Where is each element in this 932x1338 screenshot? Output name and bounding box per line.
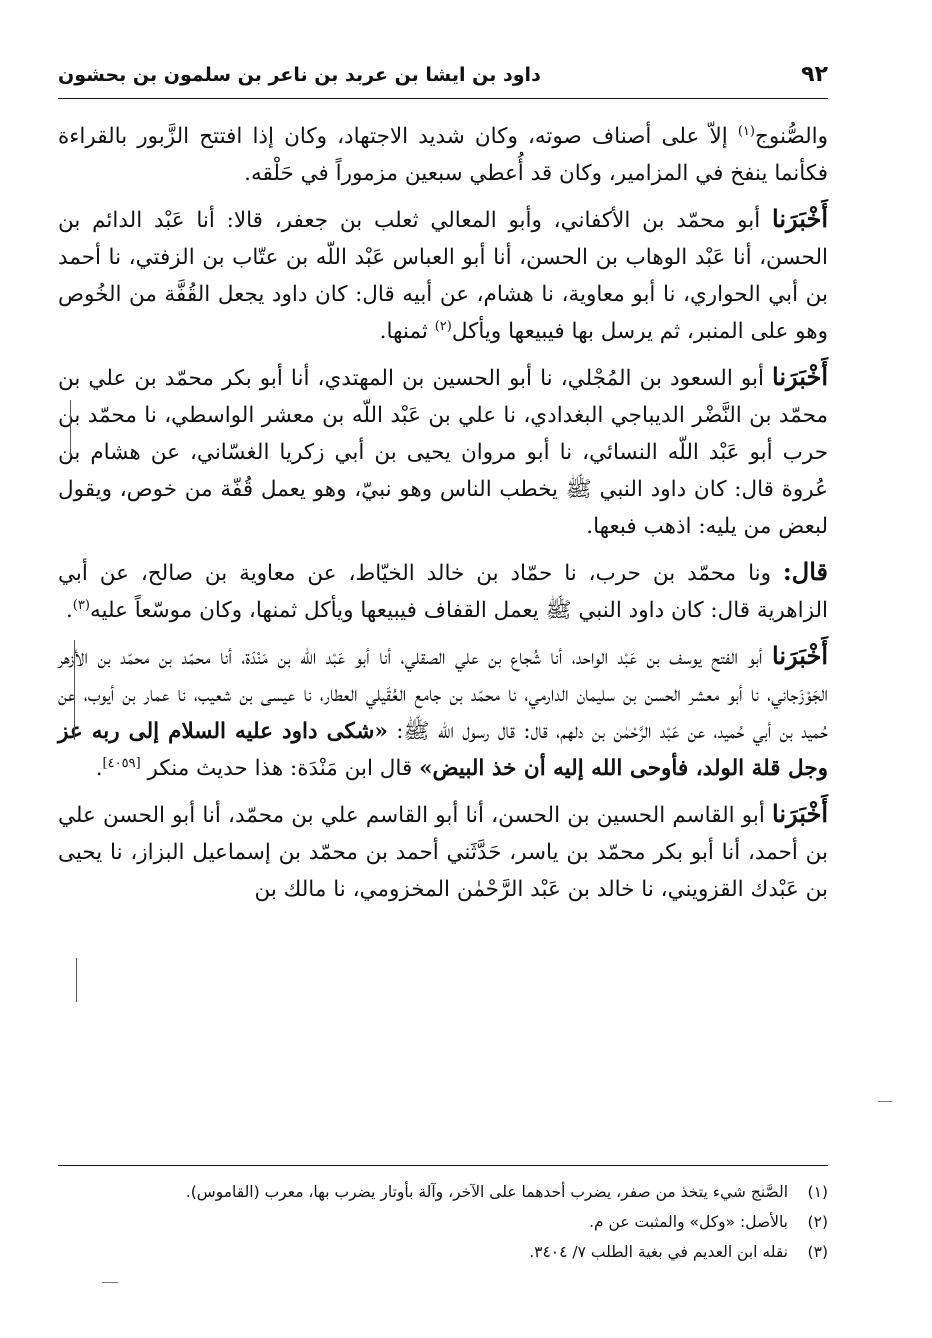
paragraph-4	[58, 553, 828, 629]
footnote-1-text: الصَّنج شيء يتخذ من صفر، يضرب أحدهما على الآخر، وآلة بأوتار يضرب بها، معرب (القاموس).	[185, 1183, 788, 1201]
main-text	[58, 118, 828, 916]
header-rule	[58, 98, 828, 99]
paragraph-1-text-end: إلاّ على أصناف صوته، وكان شديد الاجتهاد، وكان إذا افتتح الزَّبور بالقراءة فكأنما ينفخ في المزامير، وكان قد أُعطي سبعين مزموراً في حَلْقه.	[58, 124, 828, 186]
footnote-2	[58, 1207, 828, 1237]
paragraph-5	[58, 637, 828, 787]
hadith-commentary: قال ابن مَنْدَة: هذا حديث منكر	[147, 756, 420, 781]
margin-tick-mark	[878, 1101, 892, 1102]
hadith-quote: «شكى داود عليه السلام إلى ربه عز وجل قلة الولد، فأوحى الله إليه أن خذ البيض»	[58, 719, 828, 781]
paragraph-6-lead: أَخْبَرَنا	[772, 799, 828, 828]
paragraph-2-text-end: ثمنها.	[379, 319, 435, 344]
paragraph-4-text-end: .	[65, 598, 73, 623]
footnote-rule	[58, 1165, 828, 1166]
margin-scan-mark	[74, 640, 75, 740]
footnote-3	[58, 1237, 828, 1267]
margin-tick-mark	[102, 1282, 118, 1283]
page-number: ٩٢	[801, 62, 828, 87]
footnote-ref-1: (١)	[737, 123, 755, 139]
footnote-3-number: (٣)	[807, 1243, 828, 1261]
paragraph-4-lead: قال:	[782, 557, 828, 586]
footnote-3-text: نقله ابن العديم في بغية الطلب ٧/ ٣٤٠٤.	[529, 1243, 788, 1261]
running-header	[58, 60, 828, 98]
paragraph-2-text-start: أبو محمّد بن الأكفاني، وأبو المعالي ثعلب بن جعفر، قالا: أنا عَبْد الدائم بن الحسن، أنا عَبْد الوهاب بن الحسن، أنا أبو العباس عَبْد اللّه بن عتّاب بن الزفتي، نا أحمد بن أبي الحواري، نا أبو معاوية، نا هشام، عن أبيه قال: كان داود يجعل القُفَّة من الخُوص وهو على المنبر، ثم يرسل بها فيبيعها ويأكل	[58, 208, 828, 344]
paragraph-2-lead: أَخْبَرَنا	[772, 204, 828, 233]
paragraph-4-text-start: ونا محمّد بن حرب، نا حمّاد بن خالد الخيّاط، عن معاوية بن صالح، عن أبي الزاهرية قال: كان داود النبي ﷺ يعمل القفاف فيبيعها ويأكل ثمنها، وكان موسّعاً عليه	[58, 561, 828, 623]
paragraph-3-text: أبو السعود بن المُجْلي، نا أبو الحسين بن المهتدي، أنا أبو بكر محمّد بن علي بن محمّد بن النَّضْر الديباجي البغدادي، نا علي بن عَبْد اللّه بن معشر الواسطي، نا محمّد بن حرب أبو عَبْد اللّه النسائي، نا أبو مروان يحيى بن أبي زكريا الغسّاني، عن هشام بن عُروة قال: كان داود النبي ﷺ يخطب الناس وهو نبيّ، وهو يعمل قُفّة من خوص، ويقول لبعض من يليه: اذهب فبعها.	[58, 366, 828, 539]
footnote-2-number: (٢)	[807, 1213, 828, 1231]
footnote-ref-2: (٢)	[434, 318, 452, 334]
paragraph-3-lead: أَخْبَرَنا	[772, 362, 828, 391]
footnote-2-text: بالأصل: «وكل» والمثبت عن م.	[589, 1213, 788, 1231]
running-title: داود بن ايشا بن عربد بن ناعر بن سلمون بن بحشون	[58, 64, 541, 86]
hadith-end: .	[95, 756, 103, 781]
hadith-number: [٤٠٥٩]	[102, 755, 141, 771]
paragraph-1-text-start: والصُّنوج	[754, 124, 828, 149]
paragraph-3	[58, 358, 828, 545]
margin-scan-mark	[76, 958, 77, 1002]
paragraph-1	[58, 118, 828, 192]
footnote-1	[58, 1177, 828, 1207]
paragraph-6	[58, 795, 828, 908]
paragraph-5-lead: أَخْبَرَنا	[772, 641, 828, 670]
paragraph-2	[58, 200, 828, 350]
footnotes	[58, 1177, 828, 1267]
paragraph-5-text: أبو الفتح يوسف بن عَبْد الواحد، أنا شُجاع بن علي الصقلي، أنا أبو عَبْد اللّه بن مَنْدَة، أنا محمّد بن محمّد بن الأزهر الجَوْزَجاني، نا أبو معشر الحسن بن سليمان الدارمي، نا محمّد بن جامع العُقَيلي العطار، نا عيسى بن شعيب، نا عمار بن أيوب، عن حُميد بن أبي حُميد، عن عَبْد الرَّحْمٰن بن دلهم، قال: قال رسول الله ﷺ:	[58, 645, 828, 744]
footnote-1-number: (١)	[807, 1183, 828, 1201]
paragraph-6-text: أبو القاسم الحسين بن الحسن، أنا أبو القاسم علي بن محمّد، أنا أبو الحسن علي بن أحمد، أنا أبو بكر محمّد بن ياسر، حَدَّثَني أحمد بن محمّد بن إسماعيل البزاز، نا يحيى بن عَبْدك القزويني، نا خالد بن عَبْد الرَّحْمٰن المخزومي، نا مالك بن	[58, 803, 828, 902]
footnote-ref-3: (٣)	[72, 597, 90, 613]
margin-scan-mark	[70, 400, 71, 458]
